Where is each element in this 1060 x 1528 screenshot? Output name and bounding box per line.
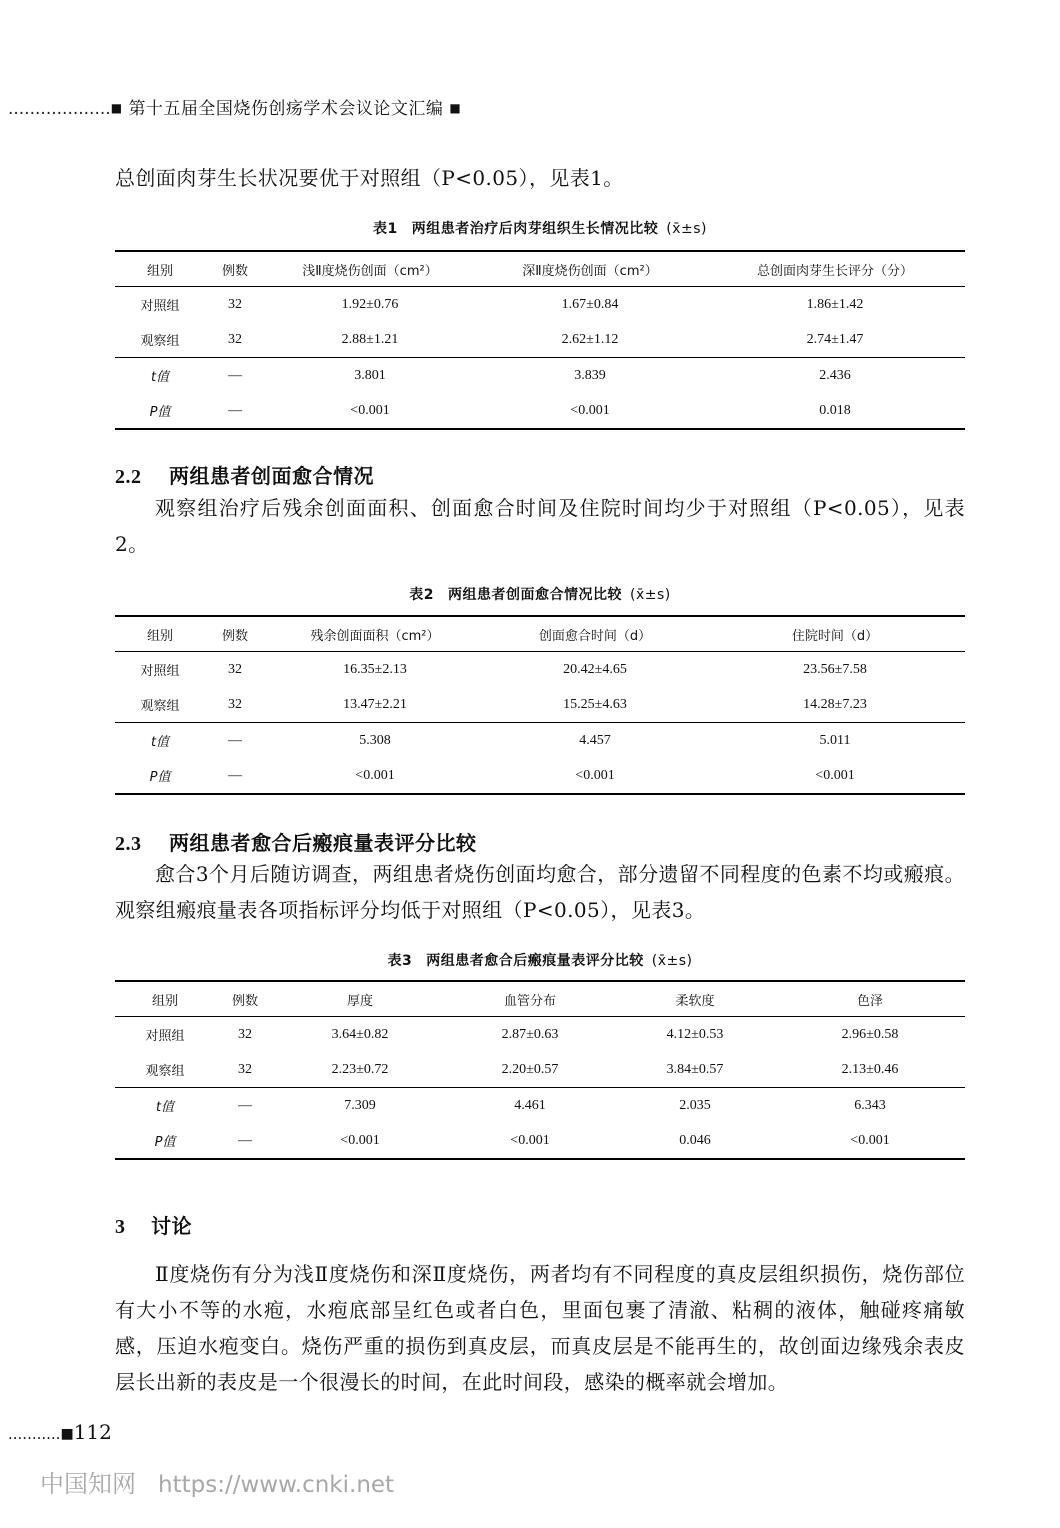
table-row: [115, 358, 965, 394]
table-cell: 5.308: [265, 723, 485, 759]
table-cell: 4.461: [445, 1088, 615, 1124]
table-cell: 5.011: [705, 723, 965, 759]
table-row: [115, 687, 965, 723]
row-label: 对照组: [145, 1029, 185, 1044]
table-row: [115, 393, 965, 429]
table-cell: 16.35±2.13: [343, 661, 407, 677]
table-cell: 7.309: [275, 1088, 445, 1124]
column-header: 组别: [115, 981, 215, 1017]
table3: [115, 980, 965, 1160]
column-header: 总创面肉芽生长评分（分）: [705, 251, 965, 287]
table-cell: 4.12±0.53: [666, 1026, 724, 1042]
column-header: 住院时间（d）: [705, 616, 965, 652]
table-cell: —: [215, 1088, 275, 1124]
column-header: 色泽: [775, 981, 965, 1017]
table-cell: 3.801: [265, 358, 475, 394]
table-cell: <0.001: [475, 393, 705, 429]
section-number: 2.2: [115, 466, 142, 488]
table-cell: 15.25±4.63: [563, 696, 627, 712]
table-cell: 2.035: [615, 1088, 775, 1124]
table-header-row: [115, 981, 965, 1017]
table2-label: 表2: [409, 587, 434, 603]
table-cell: 0.046: [615, 1123, 775, 1159]
table-cell: 2.88±1.21: [341, 331, 399, 347]
table-cell: 32: [228, 296, 242, 312]
table-cell: 2.74±1.47: [806, 331, 864, 347]
table-cell: 2.62±1.12: [561, 331, 619, 347]
table-cell: <0.001: [265, 393, 475, 429]
table2-stat: (x̄±s): [630, 587, 671, 603]
column-header: 血管分布: [445, 981, 615, 1017]
table-row: [115, 723, 965, 759]
row-label: 观察组: [145, 1064, 185, 1079]
table-cell: 14.28±7.23: [803, 696, 867, 712]
table-row: [115, 758, 965, 794]
page-footer: [8, 1420, 112, 1444]
table2: [115, 615, 965, 795]
row-label: P值: [115, 1123, 215, 1159]
footer-dots: ...........: [8, 1425, 61, 1443]
column-header: 柔软度: [615, 981, 775, 1017]
table-cell: 3.839: [475, 358, 705, 394]
table-cell: 1.92±0.76: [341, 296, 399, 312]
table-cell: 20.42±4.65: [563, 661, 627, 677]
row-label: 观察组: [140, 334, 180, 349]
table-cell: 2.13±0.46: [841, 1061, 899, 1077]
table-cell: <0.001: [265, 758, 485, 794]
header-dots: ...................: [8, 99, 111, 119]
header-title: 第十五届全国烧伤创疡学术会议论文汇编: [128, 99, 444, 119]
table-cell: —: [215, 1123, 275, 1159]
table-cell: <0.001: [275, 1123, 445, 1159]
table-row: [115, 1123, 965, 1159]
table-cell: 32: [228, 661, 242, 677]
watermark-brand: 中国知网: [40, 1470, 136, 1498]
table-row: [115, 1052, 965, 1088]
table-cell: 32: [238, 1061, 252, 1077]
table-cell: 23.56±7.58: [803, 661, 867, 677]
page-number: 112: [73, 1420, 112, 1444]
section-number: 3: [115, 1216, 126, 1238]
table1-title: 两组患者治疗后肉芽组织生长情况比较: [411, 221, 659, 237]
column-header: 例数: [205, 616, 265, 652]
section-3-heading: [115, 1210, 192, 1239]
section-title: 讨论: [151, 1214, 192, 1238]
column-header: 创面愈合时间（d）: [485, 616, 705, 652]
table-cell: —: [205, 723, 265, 759]
intro-paragraph: 总创面肉芽生长状况要优于对照组（P<0.05），见表1。: [115, 166, 624, 190]
section-3-paragraph: Ⅱ度烧伤有分为浅Ⅱ度烧伤和深Ⅱ度烧伤，两者均有不同程度的真皮层组织损伤，烧伤部位有大小不等的水疱，水疱底部呈红色或者白色，里面包裹了清澈、粘稠的液体，触碰疼痛敏感，压迫水疱变白。烧伤严重的损伤到真皮层，而真皮层是不能再生的，故创面边缘残余表皮层长出新的表皮是一个很漫长的时间，在此时间段，感染的概率就会增加。: [115, 1262, 965, 1394]
table3-caption: [115, 950, 965, 970]
row-label: P值: [115, 393, 205, 429]
running-header: [8, 94, 461, 119]
table-cell: —: [205, 393, 265, 429]
table3-stat: (x̄±s): [651, 953, 693, 969]
table-cell: 3.64±0.82: [331, 1026, 389, 1042]
table-cell: 13.47±2.21: [343, 696, 407, 712]
table1-label: 表1: [373, 221, 398, 237]
column-header: 例数: [215, 981, 275, 1017]
column-header: 深Ⅱ度烧伤创面（cm²）: [475, 251, 705, 287]
column-header: 组别: [115, 251, 205, 287]
section-title: 两组患者愈合后瘢痕量表评分比较: [169, 831, 477, 855]
section-2-2-heading: [115, 460, 374, 489]
table-cell: 3.84±0.57: [666, 1061, 724, 1077]
row-label: 对照组: [140, 299, 180, 314]
column-header: 组别: [115, 616, 205, 652]
section-title: 两组患者创面愈合情况: [169, 464, 374, 488]
row-label: t值: [115, 358, 205, 394]
row-label: t值: [115, 723, 205, 759]
section-number: 2.3: [115, 833, 142, 855]
table-row: [115, 322, 965, 358]
table1: [115, 250, 965, 430]
section-2-3-paragraph: 愈合3个月后随访调查，两组患者烧伤创面均愈合，部分遗留不同程度的色素不均或瘢痕。观察组瘢痕量表各项指标评分均低于对照组（P<0.05），见表3。: [115, 862, 965, 922]
table-cell: 0.018: [705, 393, 965, 429]
table-cell: 32: [238, 1026, 252, 1042]
table-cell: 1.67±0.84: [561, 296, 619, 312]
row-label: 对照组: [140, 664, 180, 679]
header-square-icon: ■: [110, 101, 123, 115]
section-2-2-paragraph: 观察组治疗后残余创面面积、创面愈合时间及住院时间均少于对照组（P<0.05），见表2。: [115, 496, 965, 556]
table-header-row: [115, 251, 965, 287]
table-row: [115, 652, 965, 688]
column-header: 残余创面面积（cm²）: [265, 616, 485, 652]
table2-title: 两组患者创面愈合情况比较: [448, 587, 622, 603]
table3-title: 两组患者愈合后瘢痕量表评分比较: [426, 953, 644, 969]
table2-caption: [115, 584, 965, 604]
section-2-3-heading: [115, 827, 477, 856]
table-cell: —: [205, 758, 265, 794]
table-cell: 32: [228, 331, 242, 347]
table-cell: 2.96±0.58: [841, 1026, 899, 1042]
table-cell: 32: [228, 696, 242, 712]
table-cell: <0.001: [485, 758, 705, 794]
table-cell: 2.20±0.57: [501, 1061, 559, 1077]
table-cell: 2.87±0.63: [501, 1026, 559, 1042]
table-cell: 4.457: [485, 723, 705, 759]
column-header: 厚度: [275, 981, 445, 1017]
table-row: [115, 1017, 965, 1053]
table1-caption: [115, 218, 965, 238]
table-cell: 2.436: [705, 358, 965, 394]
table-cell: —: [205, 358, 265, 394]
row-label: 观察组: [140, 699, 180, 714]
table3-label: 表3: [387, 953, 413, 969]
table-cell: 6.343: [775, 1088, 965, 1124]
table-row: [115, 287, 965, 323]
table-cell: <0.001: [705, 758, 965, 794]
watermark: [40, 1464, 394, 1499]
table-cell: 1.86±1.42: [806, 296, 864, 312]
row-label: t值: [115, 1088, 215, 1124]
footer-square-icon: ■: [60, 1426, 74, 1442]
table-cell: <0.001: [445, 1123, 615, 1159]
column-header: 浅Ⅱ度烧伤创面（cm²）: [265, 251, 475, 287]
row-label: P值: [115, 758, 205, 794]
watermark-url: https://www.cnki.net: [158, 1472, 395, 1498]
table-header-row: [115, 616, 965, 652]
table-cell: 2.23±0.72: [331, 1061, 389, 1077]
column-header: 例数: [205, 251, 265, 287]
table-cell: <0.001: [775, 1123, 965, 1159]
header-square-end-icon: ■: [449, 101, 462, 115]
table-row: [115, 1088, 965, 1124]
table1-stat: (x̄±s): [666, 221, 707, 237]
